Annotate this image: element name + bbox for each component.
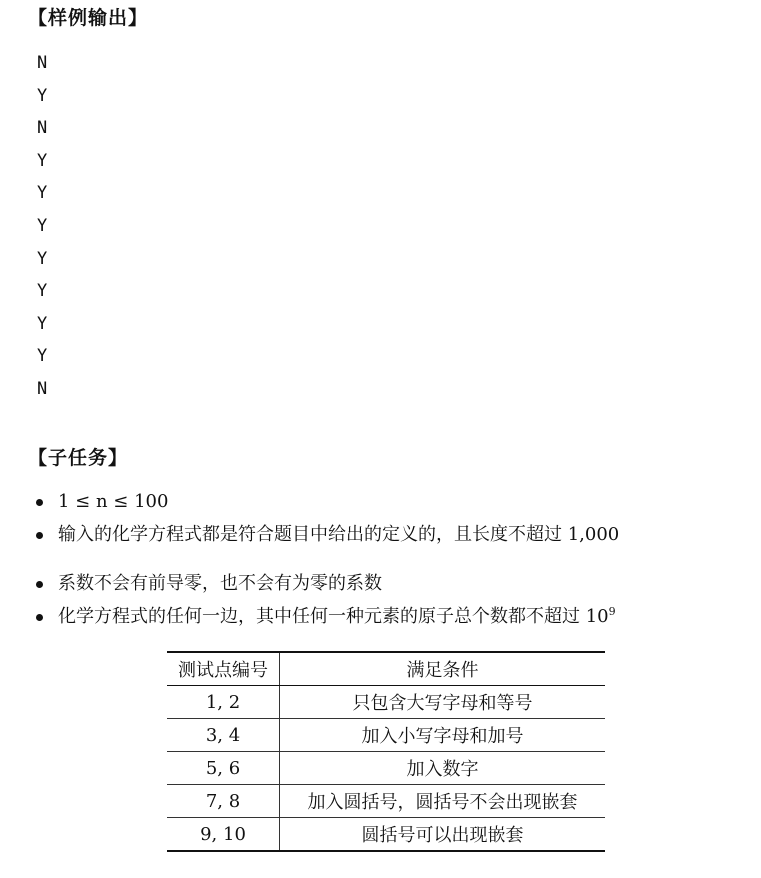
bullet-icon [36, 581, 43, 588]
output-line: Y [37, 85, 48, 106]
output-line: Y [37, 248, 48, 269]
output-line: Y [37, 313, 48, 334]
condition-cell: 加入小写字母和加号 [280, 719, 606, 752]
constraint-list [36, 490, 619, 556]
table-row [167, 719, 605, 752]
test-case-cell: 3, 4 [167, 719, 280, 752]
output-line: Y [37, 215, 48, 236]
subtask-table [167, 651, 605, 852]
output-line: Y [37, 346, 48, 367]
table-row [167, 686, 605, 719]
bullet-icon [36, 614, 43, 621]
column-header: 测试点编号 [167, 652, 280, 686]
constraint-item [36, 490, 619, 523]
constraint-text: 1 ≤ n ≤ 100 [58, 491, 169, 512]
table-row [167, 818, 605, 852]
test-case-cell: 1, 2 [167, 686, 280, 719]
constraint-list [36, 572, 616, 638]
constraint-text: 化学方程式的任何一边，其中任何一种元素的原子总个数都不超过 10 [58, 606, 609, 627]
output-line: N [37, 378, 48, 399]
output-line: N [37, 53, 48, 73]
table-row [167, 752, 605, 785]
output-line: N [37, 118, 48, 139]
constraint-item [36, 523, 619, 556]
constraint-text: 输入的化学方程式都是符合题目中给出的定义的，且长度不超过 1,000 [58, 524, 620, 545]
test-case-cell: 9, 10 [167, 818, 280, 852]
sample-output-heading: 【样例输出】 [28, 7, 149, 29]
condition-cell: 圆括号可以出现嵌套 [280, 818, 606, 852]
bullet-icon [36, 499, 43, 506]
condition-cell: 加入圆括号，圆括号不会出现嵌套 [280, 785, 606, 818]
constraint-item [36, 605, 616, 638]
table-header-row [167, 652, 605, 686]
exponent: 9 [608, 605, 616, 618]
condition-cell: 只包含大写字母和等号 [280, 686, 606, 719]
column-header: 满足条件 [280, 652, 606, 686]
constraint-text: 系数不会有前导零，也不会有为零的系数 [58, 573, 382, 594]
test-case-cell: 5, 6 [167, 752, 280, 785]
output-line: Y [37, 150, 48, 171]
sample-output-list [37, 51, 47, 410]
subtask-heading: 【子任务】 [28, 447, 129, 469]
table-row [167, 785, 605, 818]
output-line: Y [37, 281, 48, 302]
condition-cell: 加入数字 [280, 752, 606, 785]
constraint-item [36, 572, 616, 605]
bullet-icon [36, 532, 43, 539]
output-line: Y [37, 183, 48, 204]
test-case-cell: 7, 8 [167, 785, 280, 818]
